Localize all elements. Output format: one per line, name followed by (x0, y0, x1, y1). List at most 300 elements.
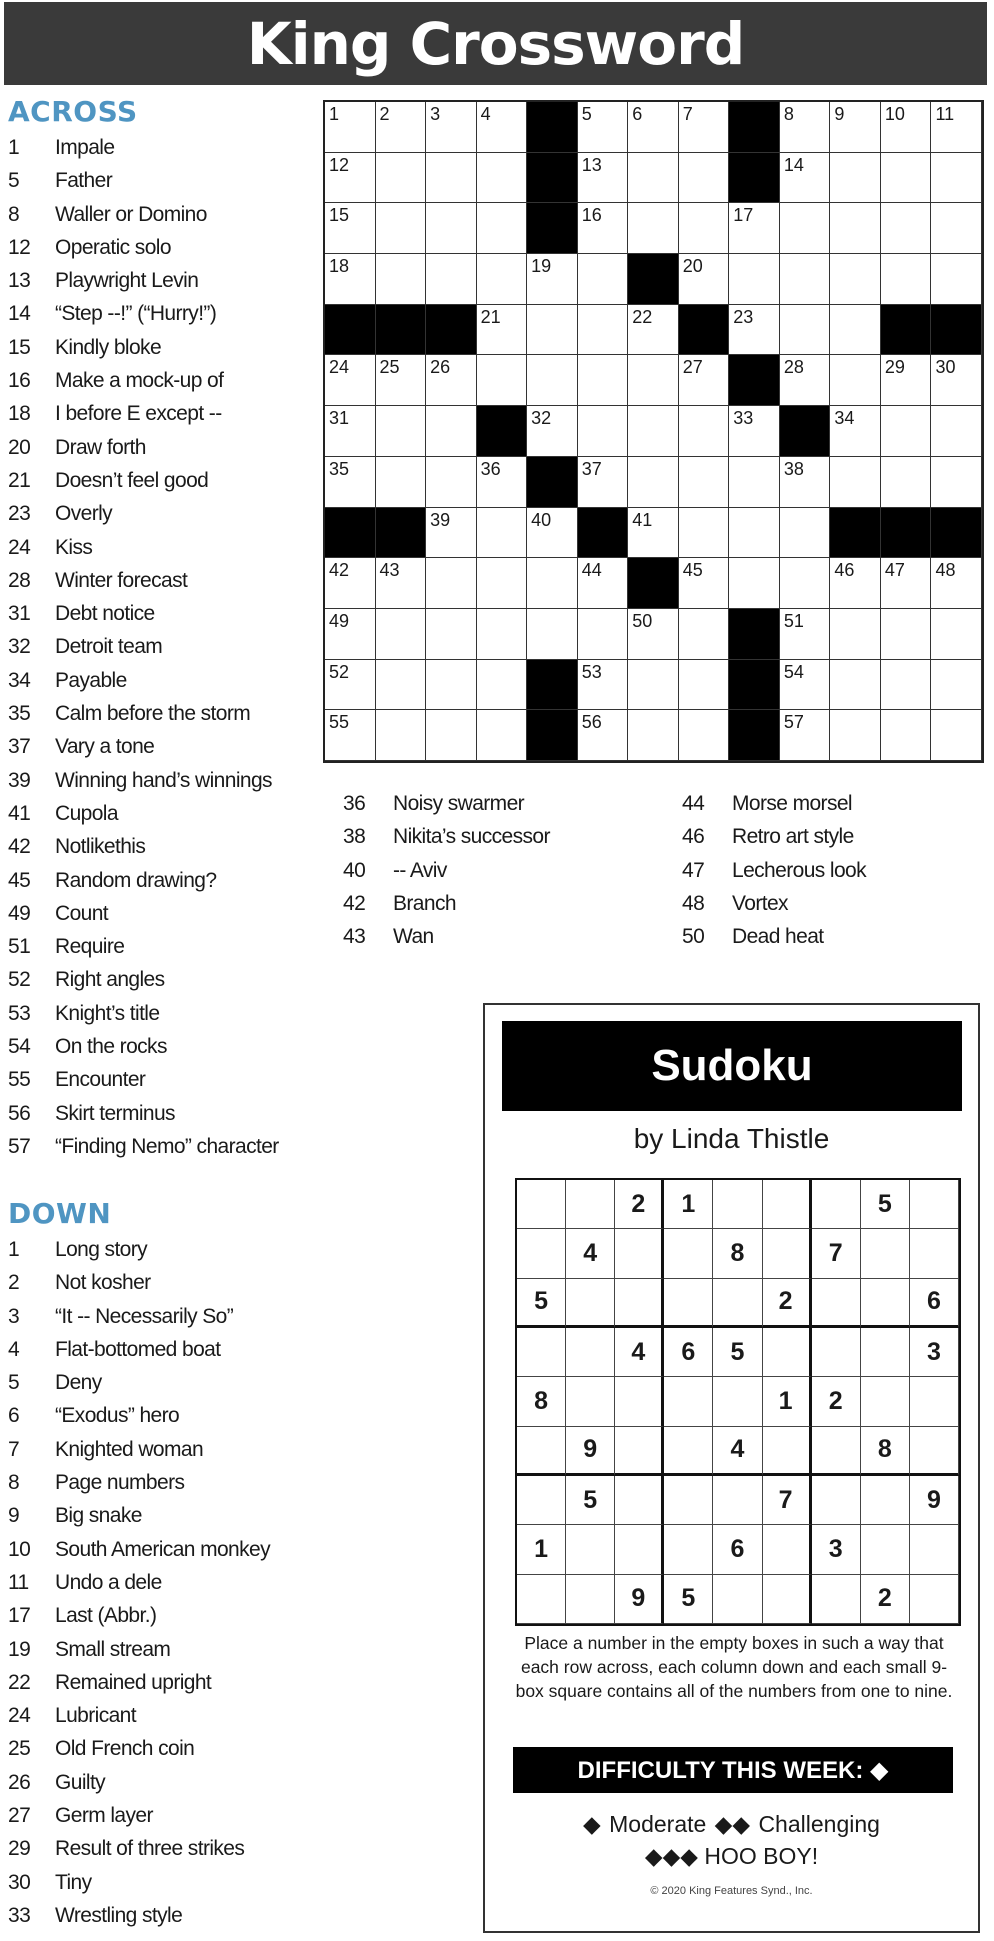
crossword-cell[interactable] (679, 203, 730, 254)
crossword-cell[interactable] (780, 355, 831, 406)
down-clue-10 (8, 1533, 270, 1566)
sudoku-cell[interactable] (861, 1229, 910, 1278)
clue-text: Skirt terminus (55, 1101, 175, 1125)
crossword-cell[interactable] (325, 660, 376, 711)
crossword-cell-number: 13 (581, 154, 602, 175)
clue-number: 55 (8, 1068, 31, 1092)
crossword-cell-number: 50 (632, 610, 653, 631)
sudoku-cell[interactable] (517, 1427, 566, 1476)
sudoku-cell[interactable] (713, 1476, 762, 1525)
crossword-cell[interactable] (931, 254, 982, 305)
sudoku-cell[interactable] (664, 1279, 713, 1328)
across-clue-35 (8, 697, 279, 730)
clue-number: 34 (8, 668, 31, 692)
crossword-cell[interactable] (628, 355, 679, 406)
across-clue-23 (8, 497, 279, 530)
clue-text: Big snake (55, 1504, 142, 1528)
crossword-cell[interactable] (477, 710, 528, 761)
sudoku-cell[interactable] (615, 1525, 664, 1574)
sudoku-cell[interactable] (664, 1525, 713, 1574)
crossword-cell[interactable] (881, 203, 932, 254)
sudoku-cell[interactable] (566, 1575, 615, 1624)
clue-number: 45 (8, 868, 31, 892)
down-clue-1 (8, 1233, 270, 1266)
sudoku-cell[interactable] (861, 1525, 910, 1574)
crossword-cell[interactable] (426, 457, 477, 508)
crossword-cell[interactable] (376, 457, 427, 508)
crossword-cell[interactable] (931, 203, 982, 254)
crossword-cell[interactable] (376, 710, 427, 761)
crossword-cell[interactable] (679, 355, 730, 406)
crossword-cell[interactable] (830, 710, 881, 761)
crossword-black-square (527, 660, 578, 711)
sudoku-cell[interactable] (861, 1476, 910, 1525)
crossword-cell-number: 33 (733, 408, 754, 429)
crossword-cell[interactable] (780, 508, 831, 559)
sudoku-cell: 5 (664, 1575, 713, 1624)
crossword-cell[interactable] (830, 305, 881, 356)
crossword-grid (323, 100, 984, 763)
crossword-cell[interactable] (578, 355, 629, 406)
crossword-cell[interactable] (931, 457, 982, 508)
crossword-cell[interactable] (527, 609, 578, 660)
sudoku-cell: 8 (861, 1427, 910, 1476)
crossword-cell[interactable] (931, 710, 982, 761)
crossword-cell[interactable] (628, 660, 679, 711)
sudoku-cell: 3 (812, 1525, 861, 1574)
crossword-cell[interactable] (325, 457, 376, 508)
crossword-cell[interactable] (426, 609, 477, 660)
crossword-cell[interactable] (426, 508, 477, 559)
across-clue-45 (8, 864, 279, 897)
sudoku-cell[interactable] (812, 1427, 861, 1476)
crossword-cell[interactable] (729, 203, 780, 254)
down-clue-9 (8, 1499, 270, 1532)
clue-number: 46 (682, 825, 705, 849)
crossword-cell[interactable] (628, 457, 679, 508)
crossword-cell[interactable] (578, 710, 629, 761)
clue-text: Remained upright (55, 1670, 212, 1694)
across-clue-1 (8, 131, 279, 164)
crossword-cell[interactable] (780, 660, 831, 711)
crossword-cell-number: 29 (884, 357, 905, 378)
clue-text: South American monkey (55, 1537, 271, 1561)
crossword-black-square (931, 305, 982, 356)
crossword-cell[interactable] (325, 710, 376, 761)
crossword-cell[interactable] (830, 406, 881, 457)
sudoku-cell: 5 (861, 1180, 910, 1229)
crossword-cell[interactable] (325, 153, 376, 204)
crossword-cell[interactable] (426, 710, 477, 761)
crossword-cell[interactable] (477, 457, 528, 508)
sudoku-cell[interactable] (910, 1575, 959, 1624)
clue-text: I before E except -- (55, 402, 222, 426)
crossword-cell[interactable] (931, 660, 982, 711)
crossword-cell[interactable] (780, 305, 831, 356)
crossword-cell[interactable] (325, 406, 376, 457)
sudoku-cell[interactable] (910, 1525, 959, 1574)
crossword-cell-number: 9 (834, 104, 845, 124)
crossword-black-square (527, 203, 578, 254)
crossword-cell[interactable] (931, 558, 982, 609)
crossword-cell[interactable] (426, 558, 477, 609)
sudoku-cell[interactable] (517, 1180, 566, 1229)
crossword-cell[interactable] (426, 406, 477, 457)
crossword-cell-number: 3 (430, 104, 441, 124)
across-clue-12 (8, 231, 279, 264)
crossword-cell[interactable] (679, 609, 730, 660)
crossword-cell[interactable] (679, 457, 730, 508)
sudoku-cell[interactable] (812, 1180, 861, 1229)
sudoku-cell[interactable] (812, 1476, 861, 1525)
crossword-cell[interactable] (578, 102, 629, 153)
crossword-cell[interactable] (881, 660, 932, 711)
crossword-cell[interactable] (780, 710, 831, 761)
sudoku-cell[interactable] (713, 1279, 762, 1328)
clue-text: Vortex (732, 891, 788, 915)
clue-number: 27 (8, 1804, 31, 1828)
clue-text: Not kosher (55, 1271, 151, 1295)
sudoku-cell[interactable] (615, 1279, 664, 1328)
crossword-cell[interactable] (477, 558, 528, 609)
sudoku-cell[interactable] (861, 1328, 910, 1377)
sudoku-cell[interactable] (517, 1476, 566, 1525)
crossword-cell[interactable] (376, 102, 427, 153)
crossword-cell-number: 21 (480, 306, 501, 327)
crossword-cell[interactable] (830, 355, 881, 406)
crossword-cell[interactable] (578, 153, 629, 204)
sudoku-cell[interactable] (566, 1328, 615, 1377)
crossword-cell[interactable] (881, 457, 932, 508)
clue-number: 50 (682, 925, 705, 949)
across-clue-24 (8, 531, 279, 564)
sudoku-panel (483, 1003, 980, 1933)
crossword-cell[interactable] (527, 508, 578, 559)
crossword-cell[interactable] (376, 406, 427, 457)
crossword-cell[interactable] (931, 153, 982, 204)
clue-number: 3 (8, 1304, 20, 1328)
crossword-cell[interactable] (679, 406, 730, 457)
sudoku-cell: 4 (713, 1427, 762, 1476)
crossword-cell[interactable] (830, 254, 881, 305)
crossword-cell[interactable] (679, 710, 730, 761)
crossword-black-square (729, 710, 780, 761)
clue-text: On the rocks (55, 1035, 167, 1059)
clue-text: Germ layer (55, 1804, 153, 1828)
crossword-cell[interactable] (628, 305, 679, 356)
down-clue-5 (8, 1366, 270, 1399)
crossword-black-square (527, 457, 578, 508)
sudoku-cell[interactable] (664, 1377, 713, 1426)
crossword-cell[interactable] (780, 609, 831, 660)
sudoku-cell[interactable] (910, 1377, 959, 1426)
crossword-cell[interactable] (426, 153, 477, 204)
crossword-cell[interactable] (830, 203, 881, 254)
crossword-cell[interactable] (477, 660, 528, 711)
crossword-cell[interactable] (729, 508, 780, 559)
across-clue-14 (8, 297, 279, 330)
crossword-cell[interactable] (830, 153, 881, 204)
crossword-cell[interactable] (679, 153, 730, 204)
clue-number: 1 (8, 1238, 20, 1261)
crossword-cell[interactable] (527, 355, 578, 406)
crossword-cell[interactable] (931, 406, 982, 457)
crossword-cell[interactable] (830, 457, 881, 508)
clue-number: 52 (8, 968, 31, 992)
crossword-cell[interactable] (578, 305, 629, 356)
crossword-cell[interactable] (780, 254, 831, 305)
crossword-cell[interactable] (578, 558, 629, 609)
across-clue-37 (8, 730, 279, 763)
sudoku-cell: 9 (615, 1575, 664, 1624)
clue-text: Long story (55, 1238, 148, 1261)
crossword-cell[interactable] (477, 305, 528, 356)
sudoku-cell: 5 (566, 1476, 615, 1525)
crossword-cell[interactable] (477, 508, 528, 559)
crossword-cell[interactable] (376, 558, 427, 609)
down-clue-33 (8, 1899, 270, 1932)
crossword-cell[interactable] (376, 254, 427, 305)
crossword-cell[interactable] (477, 153, 528, 204)
crossword-cell[interactable] (679, 102, 730, 153)
crossword-cell[interactable] (830, 609, 881, 660)
crossword-cell[interactable] (325, 558, 376, 609)
sudoku-cell[interactable] (566, 1180, 615, 1229)
crossword-cell[interactable] (477, 102, 528, 153)
crossword-cell[interactable] (679, 558, 730, 609)
sudoku-cell[interactable] (812, 1328, 861, 1377)
down-clue-22 (8, 1666, 270, 1699)
crossword-cell[interactable] (628, 203, 679, 254)
sudoku-cell[interactable] (615, 1229, 664, 1278)
crossword-cell[interactable] (931, 609, 982, 660)
crossword-cell[interactable] (527, 558, 578, 609)
sudoku-cell[interactable] (763, 1525, 812, 1574)
crossword-cell-number: 51 (783, 610, 804, 631)
sudoku-cell[interactable] (664, 1427, 713, 1476)
crossword-cell[interactable] (426, 254, 477, 305)
clue-text: Make a mock-up of (55, 369, 224, 393)
crossword-cell-number: 27 (682, 357, 703, 378)
across-clue-51 (8, 930, 279, 963)
crossword-cell[interactable] (679, 660, 730, 711)
across-clue-41 (8, 797, 279, 830)
crossword-cell[interactable] (830, 102, 881, 153)
crossword-cell[interactable] (881, 710, 932, 761)
sudoku-cell[interactable] (861, 1279, 910, 1328)
crossword-cell-number: 42 (329, 560, 350, 581)
crossword-cell[interactable] (325, 203, 376, 254)
clue-text: Random drawing? (55, 868, 217, 892)
crossword-cell[interactable] (729, 558, 780, 609)
crossword-cell[interactable] (830, 558, 881, 609)
clue-number: 26 (8, 1770, 31, 1794)
sudoku-cell[interactable] (763, 1180, 812, 1229)
sudoku-cell: 1 (664, 1180, 713, 1229)
crossword-title: King Crossword (4, 2, 987, 85)
crossword-cell[interactable] (881, 406, 932, 457)
crossword-black-square (729, 102, 780, 153)
crossword-cell[interactable] (578, 609, 629, 660)
clue-number: 42 (8, 835, 31, 859)
crossword-cell[interactable] (325, 609, 376, 660)
clue-text: Winter forecast (55, 568, 188, 592)
sudoku-cell[interactable] (713, 1377, 762, 1426)
clue-number: 57 (8, 1134, 31, 1158)
crossword-cell[interactable] (527, 406, 578, 457)
sudoku-cell[interactable] (517, 1229, 566, 1278)
crossword-cell[interactable] (729, 305, 780, 356)
crossword-cell-number: 56 (581, 712, 602, 733)
crossword-cell[interactable] (628, 508, 679, 559)
across-clue-55 (8, 1063, 279, 1096)
crossword-cell[interactable] (426, 660, 477, 711)
sudoku-cell[interactable] (910, 1427, 959, 1476)
crossword-cell[interactable] (578, 203, 629, 254)
crossword-cell[interactable] (628, 153, 679, 204)
crossword-cell[interactable] (881, 153, 932, 204)
sudoku-cell: 8 (713, 1229, 762, 1278)
sudoku-cell[interactable] (517, 1328, 566, 1377)
crossword-cell[interactable] (931, 355, 982, 406)
crossword-cell[interactable] (376, 203, 427, 254)
crossword-cell[interactable] (628, 609, 679, 660)
sudoku-cell: 1 (517, 1525, 566, 1574)
clue-number: 5 (8, 1371, 20, 1395)
crossword-cell[interactable] (376, 609, 427, 660)
crossword-cell[interactable] (780, 558, 831, 609)
crossword-cell[interactable] (477, 203, 528, 254)
clue-text: Lubricant (55, 1704, 136, 1728)
clue-number: 39 (8, 768, 31, 792)
crossword-cell[interactable] (881, 558, 932, 609)
crossword-cell[interactable] (628, 102, 679, 153)
crossword-cell-number: 40 (531, 509, 552, 530)
crossword-cell[interactable] (881, 254, 932, 305)
crossword-cell[interactable] (780, 102, 831, 153)
sudoku-cell[interactable] (664, 1229, 713, 1278)
clue-text: Old French coin (55, 1737, 195, 1761)
sudoku-cell[interactable] (812, 1279, 861, 1328)
clue-number: 56 (8, 1101, 31, 1125)
clue-text: Knight’s title (55, 1001, 160, 1025)
sudoku-cell[interactable] (763, 1328, 812, 1377)
crossword-cell[interactable] (527, 305, 578, 356)
crossword-cell[interactable] (780, 153, 831, 204)
clue-number: 29 (8, 1837, 31, 1861)
clue-text: Morse morsel (732, 792, 852, 815)
sudoku-cell[interactable] (812, 1575, 861, 1624)
crossword-cell[interactable] (780, 457, 831, 508)
across-clue-18 (8, 397, 279, 430)
sudoku-cell[interactable] (615, 1377, 664, 1426)
crossword-cell[interactable] (426, 355, 477, 406)
crossword-black-square (881, 508, 932, 559)
down-clue-7 (8, 1433, 270, 1466)
crossword-cell[interactable] (325, 102, 376, 153)
sudoku-cell[interactable] (615, 1476, 664, 1525)
crossword-cell[interactable] (426, 102, 477, 153)
crossword-black-square (527, 710, 578, 761)
crossword-cell[interactable] (628, 406, 679, 457)
sudoku-cell[interactable] (763, 1575, 812, 1624)
crossword-cell[interactable] (729, 406, 780, 457)
crossword-cell[interactable] (578, 457, 629, 508)
across-heading: ACROSS (8, 95, 138, 128)
clue-number: 8 (8, 1471, 20, 1495)
sudoku-cell[interactable] (566, 1377, 615, 1426)
crossword-cell[interactable] (729, 254, 780, 305)
crossword-black-square (628, 558, 679, 609)
crossword-cell[interactable] (426, 203, 477, 254)
crossword-cell[interactable] (325, 254, 376, 305)
crossword-cell[interactable] (477, 355, 528, 406)
clue-number: 18 (8, 402, 31, 426)
crossword-cell[interactable] (376, 660, 427, 711)
sudoku-cell[interactable] (910, 1229, 959, 1278)
crossword-cell[interactable] (881, 609, 932, 660)
crossword-cell-number: 31 (329, 408, 350, 429)
down-clue-48 (682, 887, 866, 920)
sudoku-cell: 1 (763, 1377, 812, 1426)
sudoku-cell[interactable] (713, 1180, 762, 1229)
crossword-cell[interactable] (881, 355, 932, 406)
clue-text: Notlikethis (55, 835, 146, 859)
crossword-cell-number: 34 (834, 408, 855, 429)
crossword-cell-number: 11 (935, 104, 955, 124)
crossword-cell[interactable] (679, 254, 730, 305)
crossword-cell[interactable] (527, 254, 578, 305)
sudoku-cell[interactable] (566, 1525, 615, 1574)
clue-number: 48 (682, 891, 705, 915)
clue-text: “Exodus” hero (55, 1404, 180, 1428)
crossword-cell[interactable] (578, 254, 629, 305)
clue-number: 37 (8, 735, 31, 759)
crossword-cell-number: 23 (733, 306, 754, 327)
crossword-cell[interactable] (628, 710, 679, 761)
sudoku-cell[interactable] (861, 1377, 910, 1426)
crossword-black-square (830, 508, 881, 559)
crossword-cell[interactable] (881, 102, 932, 153)
crossword-cell[interactable] (477, 609, 528, 660)
sudoku-cell: 2 (861, 1575, 910, 1624)
sudoku-cell[interactable] (615, 1427, 664, 1476)
sudoku-cell[interactable] (566, 1279, 615, 1328)
sudoku-cell[interactable] (910, 1180, 959, 1229)
crossword-cell[interactable] (931, 102, 982, 153)
sudoku-cell[interactable] (763, 1229, 812, 1278)
crossword-cell[interactable] (830, 660, 881, 711)
crossword-cell[interactable] (780, 203, 831, 254)
crossword-cell[interactable] (376, 153, 427, 204)
crossword-cell[interactable] (679, 508, 730, 559)
clue-text: Waller or Domino (55, 202, 207, 226)
crossword-cell[interactable] (729, 457, 780, 508)
sudoku-cell[interactable] (664, 1476, 713, 1525)
clue-number: 49 (8, 901, 31, 925)
sudoku-cell[interactable] (517, 1575, 566, 1624)
crossword-cell[interactable] (578, 660, 629, 711)
crossword-cell[interactable] (578, 406, 629, 457)
sudoku-cell[interactable] (713, 1575, 762, 1624)
clue-text: Payable (55, 668, 127, 692)
sudoku-cell[interactable] (763, 1427, 812, 1476)
crossword-cell[interactable] (325, 355, 376, 406)
clue-text: Kindly bloke (55, 335, 162, 359)
crossword-cell[interactable] (477, 254, 528, 305)
clue-text: Wrestling style (55, 1903, 183, 1927)
crossword-cell[interactable] (376, 355, 427, 406)
